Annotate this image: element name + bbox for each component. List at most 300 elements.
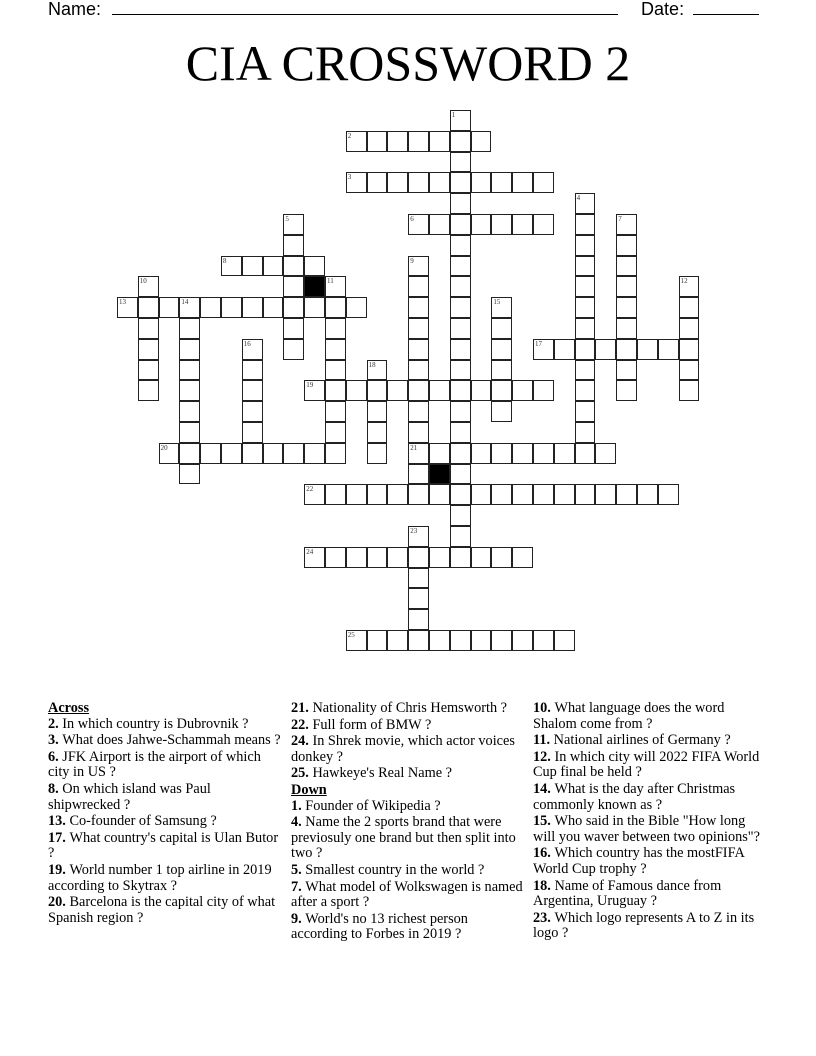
grid-cell[interactable] [491, 297, 512, 318]
grid-cell[interactable] [575, 380, 596, 401]
grid-cell[interactable] [200, 443, 221, 464]
grid-cell[interactable] [679, 276, 700, 297]
grid-cell[interactable] [408, 214, 429, 235]
grid-cell[interactable] [408, 588, 429, 609]
grid-cell[interactable] [616, 339, 637, 360]
grid-cell[interactable] [304, 256, 325, 277]
grid-cell[interactable] [242, 360, 263, 381]
grid-cell[interactable] [138, 297, 159, 318]
grid-cell[interactable] [346, 630, 367, 651]
clue-number: 21 [410, 443, 418, 452]
clue-item [291, 863, 526, 879]
grid-cell[interactable] [533, 630, 554, 651]
grid-cell[interactable] [325, 318, 346, 339]
grid-cell[interactable] [491, 380, 512, 401]
grid-cell[interactable] [616, 256, 637, 277]
clues-column-2 [291, 701, 526, 944]
grid-cell[interactable] [450, 484, 471, 505]
clue-text: Founder of Wikipedia ? [305, 797, 441, 814]
grid-cell[interactable] [179, 339, 200, 360]
grid-cell[interactable] [533, 339, 554, 360]
clue-text: Which country has the mostFIFA World Cup trophy ? [533, 845, 744, 877]
grid-cell[interactable] [429, 443, 450, 464]
grid-cell[interactable] [554, 630, 575, 651]
grid-cell[interactable] [450, 214, 471, 235]
grid-cell[interactable] [616, 297, 637, 318]
grid-cell[interactable] [616, 214, 637, 235]
grid-cell[interactable] [450, 172, 471, 193]
grid-cell[interactable] [616, 484, 637, 505]
clue-text: Name of Famous dance from Argentina, Uruguay ? [533, 877, 722, 910]
grid-cell[interactable] [283, 276, 304, 297]
clue-number: 19 [306, 381, 314, 390]
grid-cell[interactable] [387, 484, 408, 505]
grid-cell[interactable] [450, 318, 471, 339]
clue-item [48, 733, 283, 749]
grid-cell[interactable] [283, 443, 304, 464]
clue-text: World number 1 top airline in 2019 according to Skytrax ? [48, 861, 272, 894]
grid-cell[interactable] [408, 630, 429, 651]
grid-cell[interactable] [575, 339, 596, 360]
clue-number: 6 [410, 215, 414, 223]
date-field[interactable] [693, 0, 759, 15]
clue-number: 9 [410, 256, 414, 265]
grid-cell[interactable] [408, 401, 429, 422]
grid-cell[interactable] [471, 131, 492, 152]
grid-cell[interactable] [595, 339, 616, 360]
across-heading: Across [48, 700, 90, 716]
grid-cell[interactable] [595, 484, 616, 505]
grid-cell[interactable] [575, 422, 596, 443]
grid-cell[interactable] [575, 484, 596, 505]
grid-cell[interactable] [387, 172, 408, 193]
grid-cell[interactable] [408, 131, 429, 152]
clue-text: Who said in the Bible "How long will you waver between two opinions"? [533, 813, 760, 845]
grid-cell[interactable] [367, 401, 388, 422]
clue-num: 6. [48, 748, 63, 765]
grid-cell[interactable] [408, 318, 429, 339]
grid-cell[interactable] [512, 547, 533, 568]
clue-num: 23. [533, 909, 555, 926]
grid-cell[interactable] [512, 172, 533, 193]
grid-cell[interactable] [221, 297, 242, 318]
grid-cell[interactable] [679, 318, 700, 339]
grid-cell[interactable] [679, 339, 700, 360]
clue-num: 24. [291, 733, 313, 750]
grid-cell[interactable] [450, 256, 471, 277]
clue-text: Full form of BMW ? [312, 716, 432, 733]
clue-num: 2. [48, 715, 63, 732]
grid-cell[interactable] [283, 339, 304, 360]
grid-cell[interactable] [263, 256, 284, 277]
grid-cell[interactable] [367, 443, 388, 464]
grid-cell[interactable] [408, 464, 429, 485]
grid-cell[interactable] [408, 276, 429, 297]
clue-item [48, 895, 283, 926]
clue-text: On which island was Paul shipwrecked ? [48, 780, 211, 813]
grid-cell[interactable] [450, 401, 471, 422]
clue-number: 10 [139, 277, 147, 286]
grid-cell[interactable] [554, 443, 575, 464]
grid-cell[interactable] [138, 380, 159, 401]
grid-cell[interactable] [138, 318, 159, 339]
grid-cell[interactable] [242, 443, 263, 464]
name-field[interactable] [112, 0, 618, 15]
clue-num: 22. [291, 716, 313, 733]
grid-cell[interactable] [221, 443, 242, 464]
grid-cell[interactable] [491, 547, 512, 568]
clue-num: 8. [48, 780, 63, 797]
clue-num: 14. [533, 780, 555, 797]
grid-cell[interactable] [450, 110, 471, 131]
grid-cell[interactable] [325, 547, 346, 568]
grid-cell[interactable] [283, 235, 304, 256]
grid-cell[interactable] [367, 484, 388, 505]
grid-cell[interactable] [491, 339, 512, 360]
clue-number: 8 [223, 256, 227, 265]
clue-item [291, 734, 526, 765]
grid-cell[interactable] [283, 318, 304, 339]
grid-cell[interactable] [138, 339, 159, 360]
clue-text: In which country is Dubrovnik ? [62, 715, 249, 732]
grid-cell[interactable] [200, 297, 221, 318]
grid-cell[interactable] [491, 172, 512, 193]
clue-number: 17 [535, 339, 542, 348]
grid-cell[interactable] [408, 297, 429, 318]
grid-cell[interactable] [242, 401, 263, 422]
clue-item [533, 750, 768, 781]
grid-cell[interactable] [616, 380, 637, 401]
grid-cell[interactable] [429, 547, 450, 568]
header-fields [48, 0, 759, 20]
grid-cell[interactable] [575, 297, 596, 318]
clue-num: 3. [48, 732, 63, 749]
clue-item [533, 782, 768, 813]
grid-cell[interactable] [408, 547, 429, 568]
grid-cell[interactable] [408, 484, 429, 505]
clue-number: 14 [181, 298, 189, 307]
grid-cell[interactable] [304, 443, 325, 464]
grid-cell[interactable] [408, 422, 429, 443]
grid-cell[interactable] [575, 443, 596, 464]
grid-cell[interactable] [387, 380, 408, 401]
grid-cell[interactable] [346, 484, 367, 505]
grid-cell[interactable] [117, 297, 138, 318]
grid-cell[interactable] [575, 235, 596, 256]
grid-cell[interactable] [533, 484, 554, 505]
grid-cell[interactable] [658, 484, 679, 505]
down-heading: Down [291, 781, 327, 798]
grid-cell[interactable] [304, 547, 325, 568]
grid-cell[interactable] [450, 526, 471, 547]
grid-cell[interactable] [471, 214, 492, 235]
clue-item [291, 718, 526, 734]
grid-cell[interactable] [367, 547, 388, 568]
grid-cell[interactable] [325, 484, 346, 505]
grid-cell[interactable] [387, 630, 408, 651]
grid-cell[interactable] [512, 443, 533, 464]
grid-cell[interactable] [679, 360, 700, 381]
grid-cell[interactable] [595, 443, 616, 464]
grid-cell[interactable] [450, 464, 471, 485]
grid-cell[interactable] [346, 172, 367, 193]
grid-cell[interactable] [575, 256, 596, 277]
grid-cell[interactable] [179, 318, 200, 339]
clue-num: 19. [48, 861, 70, 878]
grid-cell[interactable] [512, 484, 533, 505]
grid-cell[interactable] [575, 318, 596, 339]
clue-text: Co-founder of Samsung ? [69, 813, 217, 830]
grid-cell[interactable] [658, 339, 679, 360]
clue-item [533, 846, 768, 877]
grid-cell[interactable] [283, 214, 304, 235]
grid-cell[interactable] [179, 443, 200, 464]
grid-cell[interactable] [346, 297, 367, 318]
clue-text: Smallest country in the world ? [305, 861, 485, 878]
grid-cell[interactable] [408, 526, 429, 547]
grid-cell[interactable] [616, 318, 637, 339]
grid-cell[interactable] [179, 401, 200, 422]
clue-text: What is the day after Christmas commonly known as ? [533, 780, 736, 813]
grid-cell[interactable] [575, 193, 596, 214]
grid-cell[interactable] [325, 401, 346, 422]
clue-text: What does Jahwe-Schammah means ? [62, 732, 281, 749]
grid-cell[interactable] [429, 214, 450, 235]
clue-num: 7. [291, 878, 306, 895]
grid-cell[interactable] [491, 360, 512, 381]
grid-cell[interactable] [179, 297, 200, 318]
clue-number: 15 [493, 298, 501, 307]
clue-number: 7 [618, 215, 622, 223]
grid-cell[interactable] [179, 464, 200, 485]
grid-cell[interactable] [325, 276, 346, 297]
grid-cell[interactable] [616, 360, 637, 381]
grid-cell[interactable] [367, 172, 388, 193]
grid-cell[interactable] [471, 380, 492, 401]
clue-number: 5 [285, 215, 289, 223]
grid-cell[interactable] [179, 360, 200, 381]
clue-number: 1 [451, 111, 456, 119]
grid-cell[interactable] [408, 360, 429, 381]
grid-cell[interactable] [325, 380, 346, 401]
clue-num: 4. [291, 814, 306, 831]
grid-cell[interactable] [616, 235, 637, 256]
grid-cell[interactable] [450, 193, 471, 214]
grid-cell[interactable] [242, 256, 263, 277]
black-cell [304, 276, 325, 297]
grid-cell[interactable] [450, 131, 471, 152]
grid-cell[interactable] [138, 360, 159, 381]
clue-number: 11 [327, 277, 334, 286]
grid-cell[interactable] [408, 172, 429, 193]
grid-cell[interactable] [263, 297, 284, 318]
grid-cell[interactable] [471, 484, 492, 505]
grid-cell[interactable] [637, 339, 658, 360]
clue-num: 12. [533, 748, 555, 765]
grid-cell[interactable] [179, 380, 200, 401]
grid-cell[interactable] [512, 214, 533, 235]
clue-text: What language does the word Shalom come from ? [533, 700, 725, 732]
clue-number: 25 [347, 631, 355, 639]
grid-cell[interactable] [533, 443, 554, 464]
grid-cell[interactable] [242, 380, 263, 401]
clue-num: 15. [533, 813, 555, 830]
grid-cell[interactable] [575, 214, 596, 235]
grid-cell[interactable] [429, 484, 450, 505]
grid-cell[interactable] [325, 339, 346, 360]
grid-cell[interactable] [491, 318, 512, 339]
grid-cell[interactable] [491, 214, 512, 235]
clue-num: 9. [291, 910, 306, 927]
grid-cell[interactable] [512, 380, 533, 401]
grid-cell[interactable] [491, 401, 512, 422]
grid-cell[interactable] [304, 484, 325, 505]
grid-cell[interactable] [367, 380, 388, 401]
clue-num: 11. [533, 732, 554, 749]
grid-cell[interactable] [637, 484, 658, 505]
clues-column-3 [533, 701, 768, 943]
grid-cell[interactable] [575, 276, 596, 297]
clue-num: 16. [533, 845, 555, 862]
grid-cell[interactable] [575, 401, 596, 422]
grid-cell[interactable] [408, 339, 429, 360]
grid-cell[interactable] [408, 256, 429, 277]
clue-text: Hawkeye's Real Name ? [312, 765, 452, 782]
grid-cell[interactable] [450, 380, 471, 401]
grid-cell[interactable] [325, 360, 346, 381]
grid-cell[interactable] [616, 276, 637, 297]
clue-item [48, 863, 283, 894]
grid-cell[interactable] [471, 547, 492, 568]
grid-cell[interactable] [533, 214, 554, 235]
grid-cell[interactable] [429, 630, 450, 651]
grid-cell[interactable] [387, 131, 408, 152]
grid-cell[interactable] [429, 131, 450, 152]
grid-cell[interactable] [450, 276, 471, 297]
clue-number: 13 [119, 298, 126, 307]
grid-cell[interactable] [138, 276, 159, 297]
grid-cell[interactable] [450, 360, 471, 381]
grid-cell[interactable] [471, 443, 492, 464]
grid-cell[interactable] [242, 422, 263, 443]
grid-cell[interactable] [325, 297, 346, 318]
clue-num: 13. [48, 813, 70, 830]
grid-cell[interactable] [283, 297, 304, 318]
grid-cell[interactable] [450, 297, 471, 318]
grid-cell[interactable] [221, 256, 242, 277]
grid-cell[interactable] [242, 297, 263, 318]
clue-number: 2 [347, 131, 352, 140]
grid-cell[interactable] [450, 443, 471, 464]
clue-num: 18. [533, 877, 555, 894]
clue-item [291, 815, 526, 862]
grid-cell[interactable] [408, 609, 429, 630]
grid-cell[interactable] [471, 172, 492, 193]
grid-cell[interactable] [408, 568, 429, 589]
grid-cell[interactable] [450, 547, 471, 568]
clue-number: 18 [368, 360, 376, 369]
grid-cell[interactable] [325, 443, 346, 464]
clue-num: 10. [533, 700, 555, 716]
clue-text: Which logo represents A to Z in its logo ? [533, 909, 755, 942]
grid-cell[interactable] [491, 630, 512, 651]
grid-cell[interactable] [450, 630, 471, 651]
grid-cell[interactable] [387, 547, 408, 568]
grid-cell[interactable] [471, 630, 492, 651]
grid-cell[interactable] [533, 380, 554, 401]
grid-cell[interactable] [304, 380, 325, 401]
grid-cell[interactable] [554, 484, 575, 505]
clue-num: 5. [291, 861, 306, 878]
grid-cell[interactable] [346, 380, 367, 401]
grid-cell[interactable] [554, 339, 575, 360]
grid-cell[interactable] [575, 360, 596, 381]
grid-cell[interactable] [283, 256, 304, 277]
grid-cell[interactable] [159, 443, 180, 464]
clue-text: In Shrek movie, which actor voices donkey ? [291, 733, 515, 765]
grid-cell[interactable] [346, 131, 367, 152]
grid-cell[interactable] [491, 443, 512, 464]
grid-cell[interactable] [367, 630, 388, 651]
grid-cell[interactable] [450, 152, 471, 173]
grid-cell[interactable] [679, 297, 700, 318]
clue-item [48, 814, 283, 830]
grid-cell[interactable] [179, 422, 200, 443]
grid-cell[interactable] [429, 380, 450, 401]
clues-column-1 [48, 701, 283, 927]
clue-item [291, 880, 526, 911]
grid-cell[interactable] [325, 422, 346, 443]
grid-cell[interactable] [429, 172, 450, 193]
grid-cell[interactable] [346, 547, 367, 568]
grid-cell[interactable] [491, 484, 512, 505]
grid-cell[interactable] [450, 235, 471, 256]
clue-text: In which city will 2022 FIFA World Cup final be held ? [533, 748, 760, 781]
clue-item [533, 733, 768, 749]
grid-cell[interactable] [450, 339, 471, 360]
page-title: CIA CROSSWORD 2 [185, 35, 631, 91]
clue-num: 20. [48, 894, 70, 911]
grid-cell[interactable] [304, 297, 325, 318]
clue-text: What model of Wolkswagen is named after a sport ? [291, 878, 523, 911]
grid-cell[interactable] [242, 339, 263, 360]
date-label: Date: [641, 0, 685, 19]
clue-item [291, 799, 526, 815]
clue-text: Nationality of Chris Hemsworth ? [312, 700, 508, 716]
grid-cell[interactable] [512, 630, 533, 651]
grid-cell[interactable] [263, 443, 284, 464]
grid-cell[interactable] [367, 422, 388, 443]
clue-num: 21. [291, 700, 313, 716]
clue-text: What country's capital is Ulan Butor ? [48, 829, 279, 862]
clue-number: 16 [243, 339, 251, 348]
grid-cell[interactable] [408, 443, 429, 464]
grid-cell[interactable] [367, 360, 388, 381]
clue-num: 1. [291, 797, 306, 814]
grid-cell[interactable] [159, 297, 180, 318]
grid-cell[interactable] [679, 380, 700, 401]
clue-text: National airlines of Germany ? [553, 732, 731, 749]
grid-cell[interactable] [533, 172, 554, 193]
grid-cell[interactable] [367, 131, 388, 152]
clue-number: 3 [347, 173, 352, 182]
grid-cell[interactable] [408, 380, 429, 401]
clue-item [48, 750, 283, 781]
clue-item [533, 911, 768, 942]
grid-cell[interactable] [450, 422, 471, 443]
grid-cell[interactable] [450, 505, 471, 526]
clue-item [533, 701, 768, 732]
